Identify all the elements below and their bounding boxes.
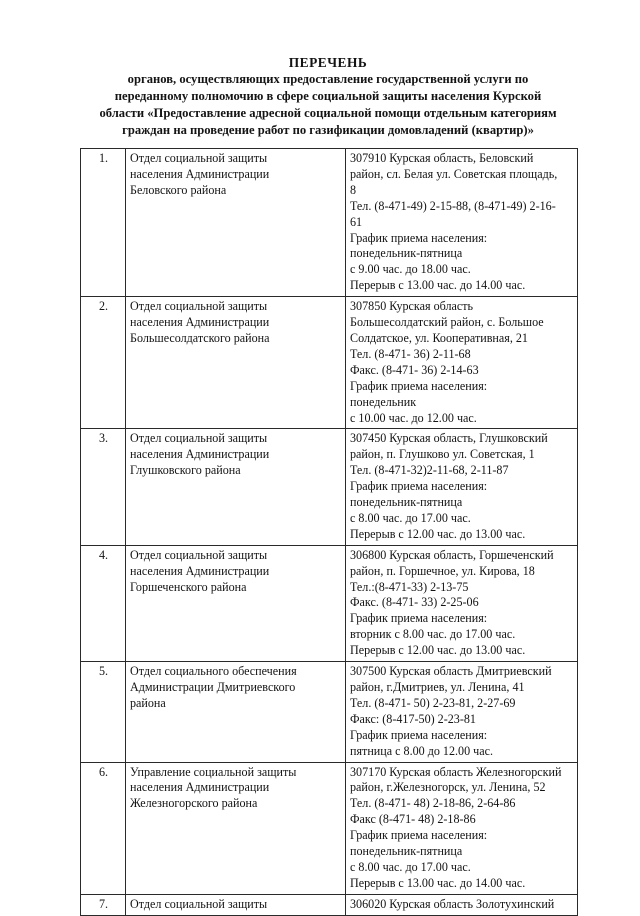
document-subtitle-line: органов, осуществляющих предоставление государственной услуги по bbox=[127, 72, 529, 86]
organization-name-line: района bbox=[130, 695, 166, 710]
address-contact-line: район, г.Дмитриев, ул. Ленина, 41 bbox=[350, 680, 525, 694]
organization-name-line: Отдел социальной защиты bbox=[130, 299, 268, 314]
address-contact-line: 61 bbox=[350, 214, 363, 229]
address-contact-line: График приема населения: bbox=[350, 828, 488, 843]
document-subtitle-line: граждан на проведение работ по газификации домовладений (квартир)» bbox=[122, 123, 534, 137]
address-contact-line: с 8.00 час. до 17.00 час. bbox=[350, 510, 471, 525]
address-contact-line: Большесолдатский район, с. Большое bbox=[350, 315, 544, 330]
address-contact-line: Факс. (8-471- 36) 2-14-63 bbox=[350, 362, 479, 377]
address-contact-line: График приема населения: bbox=[350, 378, 488, 393]
document-header bbox=[80, 54, 576, 139]
address-contact-line: Тел. (8-471- 50) 2-23-81, 2-27-69 bbox=[350, 695, 516, 710]
address-contact-line: понедельник-пятница bbox=[350, 246, 463, 261]
organization-name-line: Отдел социальной защиты bbox=[130, 151, 268, 165]
address-contact-line: График приема населения: bbox=[350, 727, 488, 742]
organization-cell bbox=[126, 762, 346, 894]
address-contact-line: район, п. Глушково ул. Советская, 1 bbox=[350, 447, 535, 462]
organization-name-line: населения Администрации bbox=[130, 780, 270, 795]
address-contacts-cell bbox=[346, 545, 578, 661]
address-contacts-cell bbox=[346, 429, 578, 545]
organization-cell bbox=[126, 429, 346, 545]
address-contact-line: район, г.Железногорск, ул. Ленина, 52 bbox=[350, 780, 546, 795]
organizations-table bbox=[80, 148, 578, 916]
organization-name-line: Отдел социальной защиты bbox=[130, 431, 268, 446]
organization-cell bbox=[126, 545, 346, 661]
address-contact-line: Факс: (8-417-50) 2-23-81 bbox=[350, 711, 476, 726]
organization-name-line: Глушковского района bbox=[130, 463, 241, 478]
row-number: 1. bbox=[81, 149, 126, 297]
address-contact-line: понедельник-пятница bbox=[350, 844, 463, 859]
organization-name-line: Большесолдатского района bbox=[130, 330, 270, 345]
address-contact-line: Солдатское, ул. Кооперативная, 21 bbox=[350, 330, 528, 345]
document-subtitle-line: переданному полномочию в сфере социальной защиты населения Курской bbox=[114, 89, 542, 103]
organization-name-line: Железногорского района bbox=[130, 796, 258, 811]
address-contacts-cell bbox=[346, 662, 578, 762]
document-subtitle-line: области «Предоставление адресной социальной помощи отдельным категориям bbox=[99, 106, 557, 120]
document-title: ПЕРЕЧЕНЬ bbox=[288, 55, 368, 70]
address-contact-line: Тел.:(8-471-33) 2-13-75 bbox=[350, 579, 469, 594]
table-row bbox=[81, 662, 578, 762]
address-contact-line: 306020 Курская область Золотухинский bbox=[350, 896, 555, 911]
address-contact-line: понедельник bbox=[350, 394, 417, 409]
address-contact-line: Перерыв с 13.00 час. до 14.00 час. bbox=[350, 278, 526, 293]
row-number: 3. bbox=[81, 429, 126, 545]
address-contact-line: График приема населения: bbox=[350, 611, 488, 626]
organization-name-line: Отдел социального обеспечения bbox=[130, 664, 297, 679]
table-row bbox=[81, 429, 578, 545]
address-contact-line: 306800 Курская область, Горшеченский bbox=[350, 547, 554, 562]
row-number: 2. bbox=[81, 297, 126, 429]
row-number: 7. bbox=[81, 894, 126, 915]
organization-cell bbox=[126, 662, 346, 762]
address-contact-line: Перерыв с 12.00 час. до 13.00 час. bbox=[350, 643, 526, 658]
address-contact-line: График приема населения: bbox=[350, 479, 488, 494]
address-contacts-cell bbox=[346, 297, 578, 429]
address-contact-line: с 8.00 час. до 17.00 час. bbox=[350, 859, 471, 874]
row-number: 4. bbox=[81, 545, 126, 661]
address-contact-line: Факс (8-471- 48) 2-18-86 bbox=[350, 812, 476, 827]
organization-name-line: Горшеченского района bbox=[130, 579, 247, 594]
address-contacts-cell bbox=[346, 762, 578, 894]
address-contact-line: с 10.00 час. до 12.00 час. bbox=[350, 410, 477, 425]
organization-name-line: населения Администрации bbox=[130, 315, 270, 330]
address-contact-line: Тел. (8-471-49) 2-15-88, (8-471-49) 2-16- bbox=[350, 198, 556, 213]
address-contact-line: График приема населения: bbox=[350, 230, 488, 245]
address-contact-line: 307500 Курская область Дмитриевский bbox=[350, 664, 552, 679]
address-contact-line: район, п. Горшечное, ул. Кирова, 18 bbox=[350, 563, 535, 578]
address-contact-line: Перерыв с 12.00 час. до 13.00 час. bbox=[350, 526, 526, 541]
organization-name-line: Беловского района bbox=[130, 182, 227, 197]
organization-name-line: Администрации Дмитриевского bbox=[130, 680, 296, 694]
address-contact-line: 307910 Курская область, Беловский bbox=[350, 151, 534, 165]
address-contact-line: Тел. (8-471- 36) 2-11-68 bbox=[350, 346, 471, 361]
organization-name-line: населения Администрации bbox=[130, 447, 270, 462]
table-row bbox=[81, 762, 578, 894]
row-number: 5. bbox=[81, 662, 126, 762]
table-row bbox=[81, 297, 578, 429]
address-contact-line: Факс. (8-471- 33) 2-25-06 bbox=[350, 595, 479, 610]
organization-cell bbox=[126, 149, 346, 297]
organization-name-line: Отдел социальной защиты bbox=[130, 547, 268, 562]
row-number: 6. bbox=[81, 762, 126, 894]
address-contact-line: пятница с 8.00 до 12.00 час. bbox=[350, 743, 494, 758]
organization-cell bbox=[126, 297, 346, 429]
address-contact-line: 8 bbox=[350, 182, 357, 197]
organization-name-line: Управление социальной защиты bbox=[130, 764, 297, 779]
address-contact-line: 307850 Курская область bbox=[350, 299, 474, 314]
address-contact-line: Тел. (8-471- 48) 2-18-86, 2-64-86 bbox=[350, 796, 516, 811]
organization-name-line: населения Администрации bbox=[130, 166, 270, 181]
organization-name-line: Отдел социальной защиты bbox=[130, 896, 268, 911]
address-contact-line: 307450 Курская область, Глушковский bbox=[350, 431, 548, 446]
address-contact-line: 307170 Курская область Железногорский bbox=[350, 764, 562, 779]
organization-name-line: населения Администрации bbox=[130, 563, 270, 578]
table-row bbox=[81, 149, 578, 297]
address-contact-line: Перерыв с 13.00 час. до 14.00 час. bbox=[350, 875, 526, 890]
table-row bbox=[81, 545, 578, 661]
address-contact-line: понедельник-пятница bbox=[350, 495, 463, 510]
address-contacts-cell bbox=[346, 149, 578, 297]
address-contact-line: Тел. (8-471-32)2-11-68, 2-11-87 bbox=[350, 463, 509, 478]
address-contact-line: вторник с 8.00 час. до 17.00 час. bbox=[350, 627, 516, 642]
address-contact-line: район, сл. Белая ул. Советская площадь, bbox=[350, 166, 558, 181]
address-contact-line: с 9.00 час. до 18.00 час. bbox=[350, 262, 471, 277]
